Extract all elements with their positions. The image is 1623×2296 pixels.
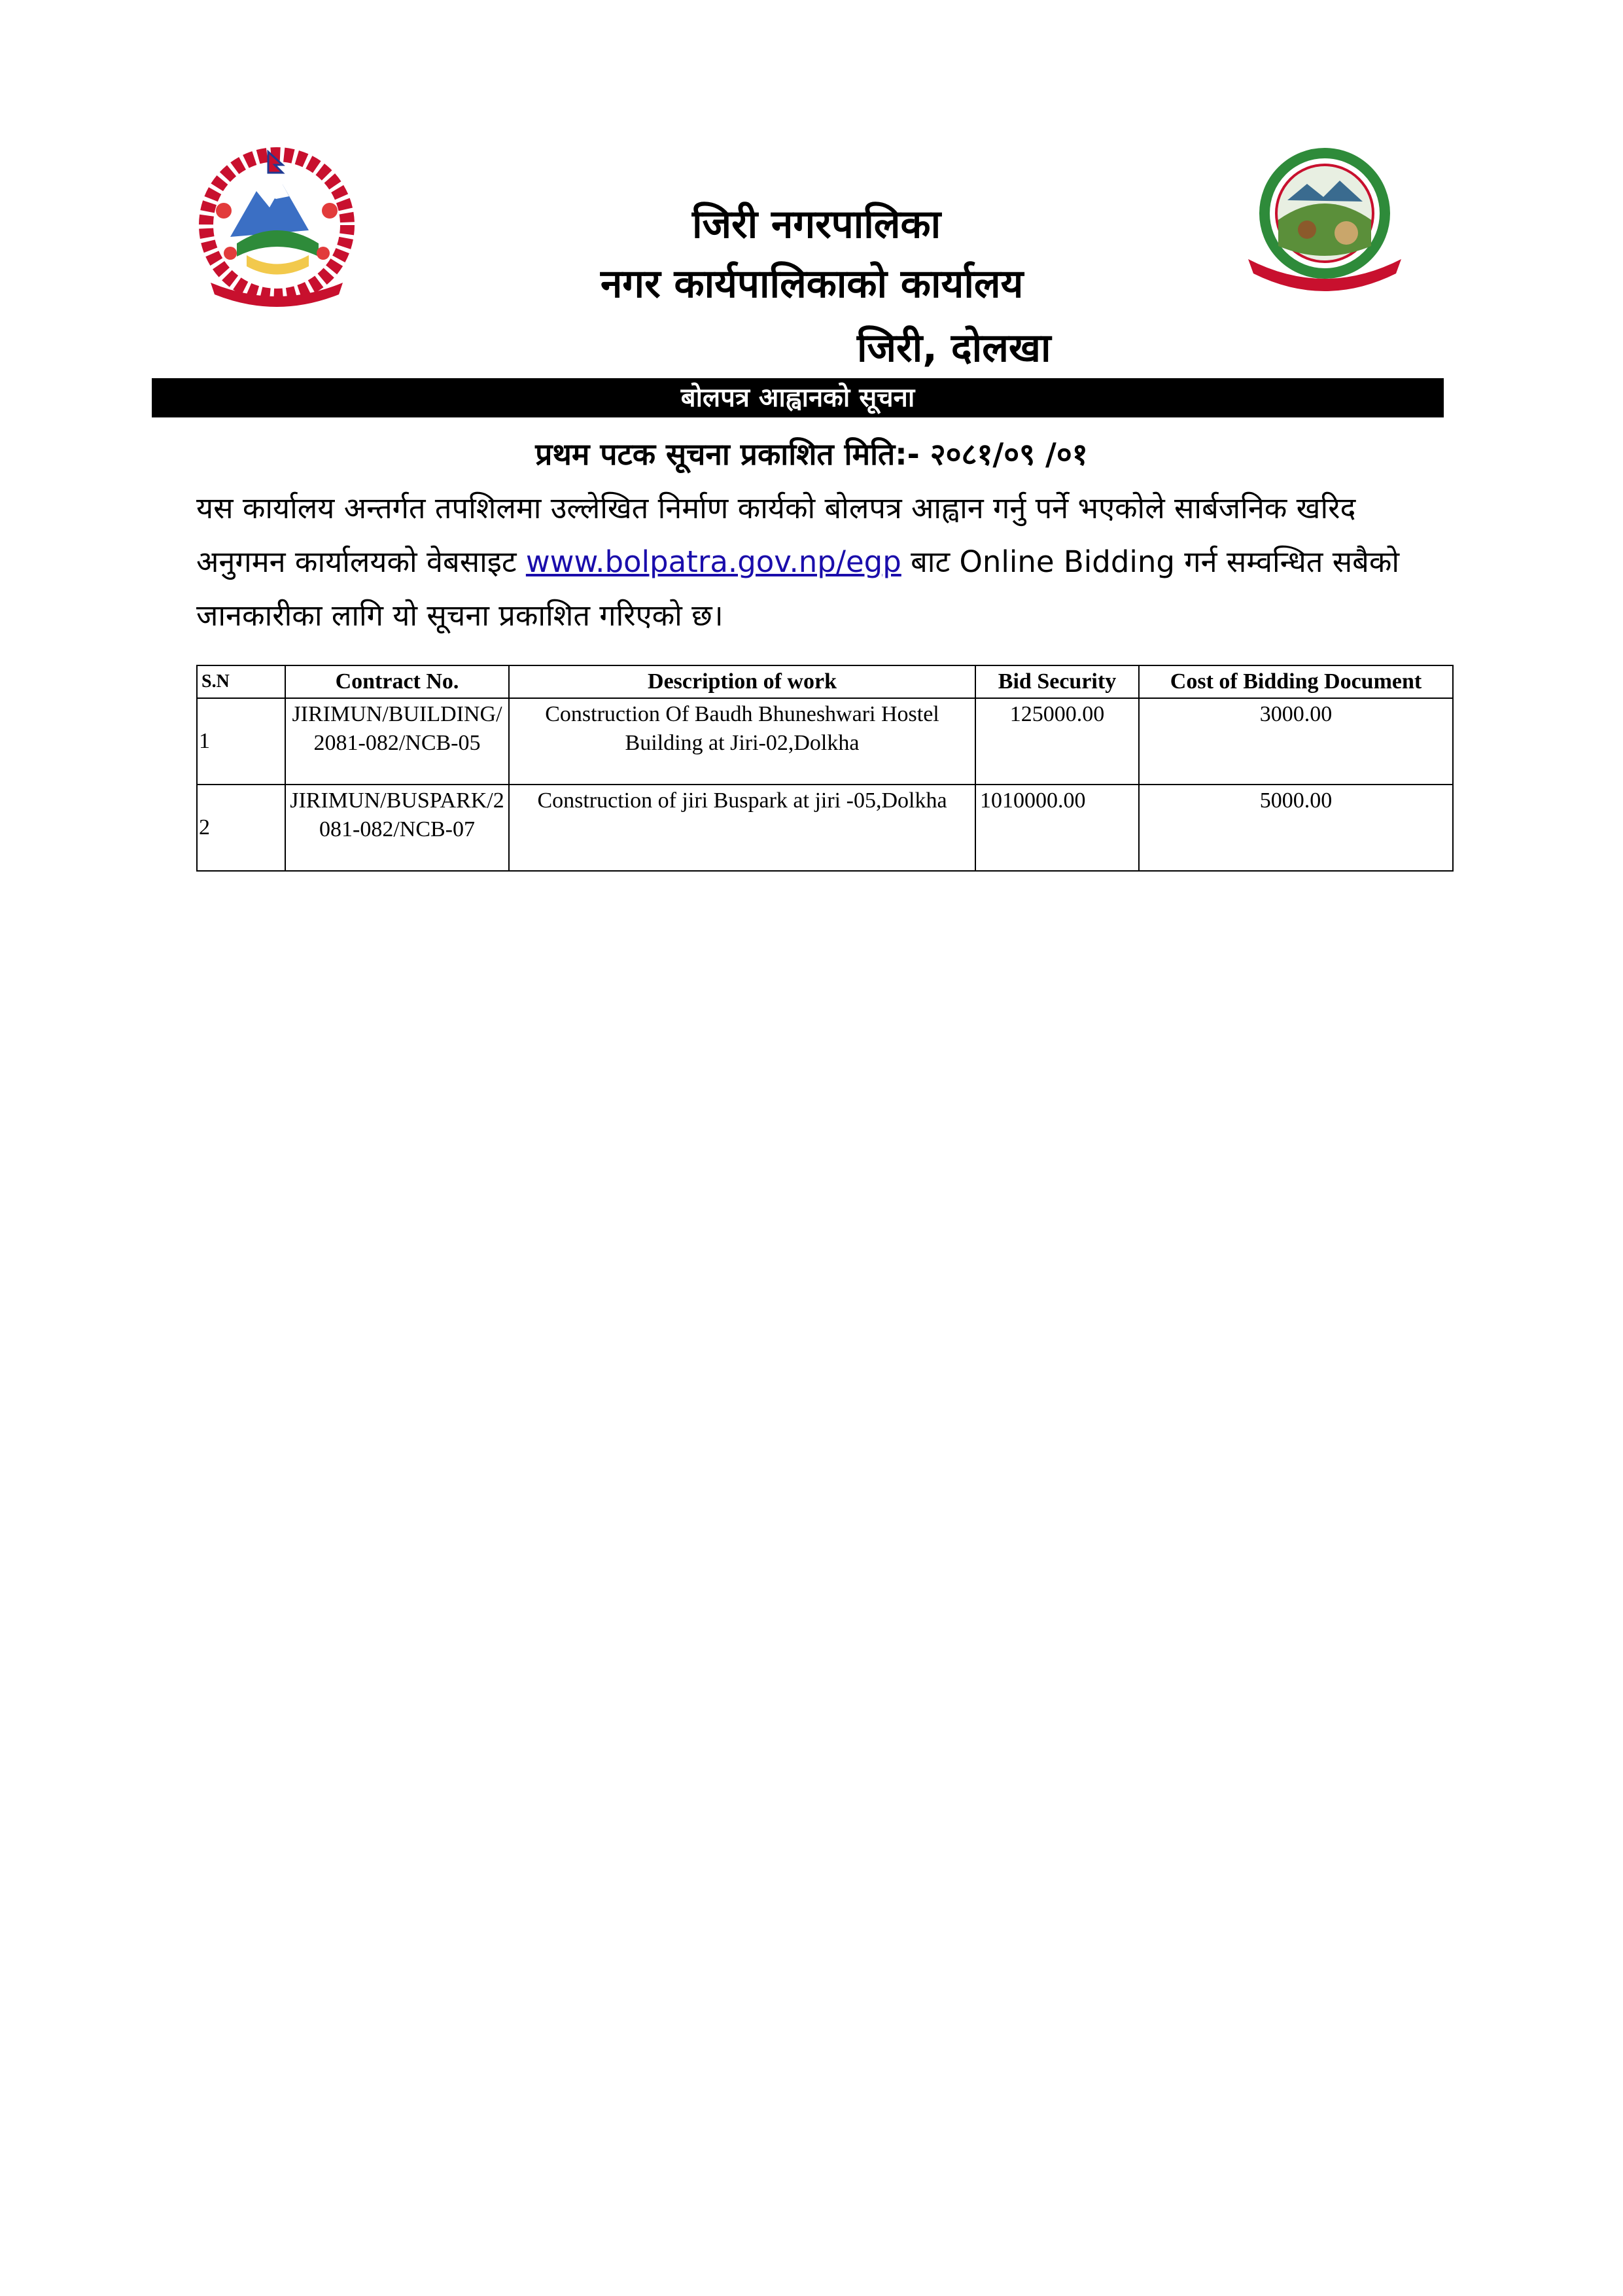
row-bid-security: 1010000.00 (975, 785, 1139, 871)
table-row (197, 698, 1453, 785)
notice-paragraph (196, 482, 1439, 643)
table-row (197, 785, 1453, 871)
header-sn: S.N (197, 665, 285, 698)
table-header-row (197, 665, 1453, 698)
municipality-name: जिरी नगरपालिका (692, 202, 941, 247)
bid-table (196, 665, 1454, 872)
bolpatra-link[interactable]: www.bolpatra.gov.np/egp (525, 544, 901, 579)
header-contract: Contract No. (285, 665, 509, 698)
header-description: Description of work (509, 665, 975, 698)
notice-paragraph-text: यस कार्यालय अन्तर्गत तपशिलमा उल्लेखित निर्माण कार्यको बोलपत्र आह्वान गर्नु पर्ने भएकोले सार्बजनिक खरिद अनुगमन कार्यालयको वेबसाइट (196, 491, 1356, 579)
header-cost: Cost of Bidding Document (1139, 665, 1453, 698)
notice-title-bar (152, 378, 1444, 417)
jiri-municipality-logo (1242, 148, 1408, 293)
notice-title: बोलपत्र आह्वानको सूचना (680, 383, 915, 413)
row-cost: 3000.00 (1139, 698, 1453, 785)
row-bid-security: 125000.00 (975, 698, 1139, 785)
publish-date: प्रथम पटक सूचना प्रकाशित मिति:- २०८१/०९ /०१ (535, 436, 1088, 472)
row-sn: 1 (197, 698, 285, 785)
row-description: Construction of jiri Buspark at jiri -05,Dolkha (509, 785, 975, 871)
nepal-government-emblem (184, 139, 369, 310)
row-cost: 5000.00 (1139, 785, 1453, 871)
row-contract: JIRIMUN/BUSPARK/2081-082/NCB-07 (285, 785, 509, 871)
row-sn: 2 (197, 785, 285, 871)
row-description: Construction Of Baudh Bhuneshwari Hostel Building at Jiri-02,Dolkha (509, 698, 975, 785)
office-location: जिरी, दोलखा (857, 325, 1051, 371)
header-bid-security: Bid Security (975, 665, 1139, 698)
notice-paragraph-text-end: बाट Online Bidding गर्न सम्वन्धित सबैको जानकारीका लागि यो सूचना प्रकाशित गरिएको छ। (196, 544, 1400, 633)
row-contract: JIRIMUN/BUILDING/2081-082/NCB-05 (285, 698, 509, 785)
office-name: नगर कार्यपालिकाको कार्यालय (601, 261, 1024, 307)
